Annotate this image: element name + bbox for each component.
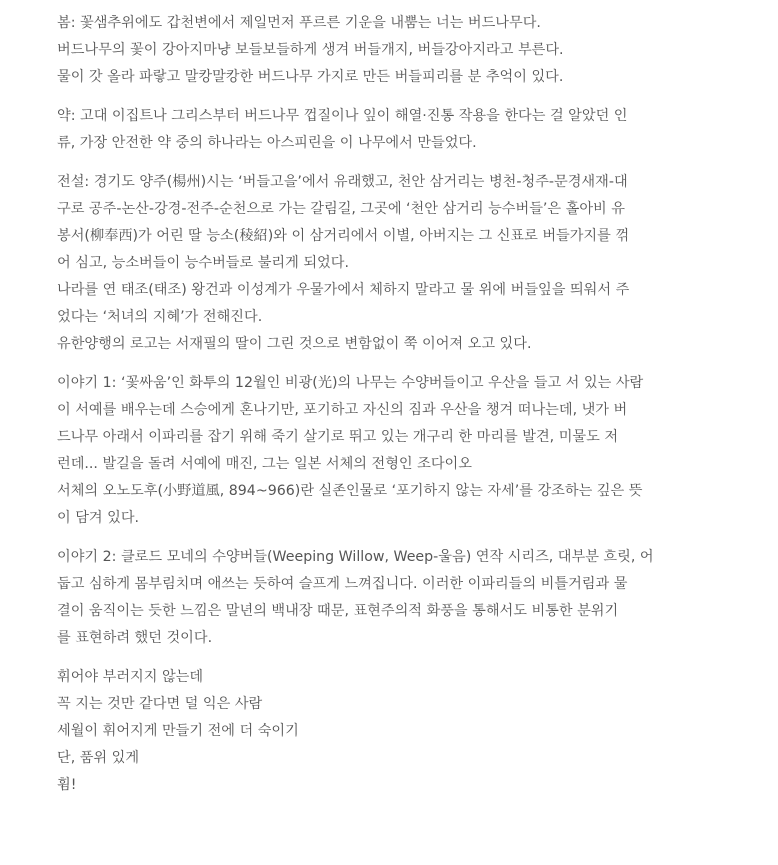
text-line: 이 담겨 있다. [57, 510, 140, 526]
text-line: 물이 갓 올라 파랗고 말캉말캉한 버드나무 가지로 만든 버들피리를 분 추억이 있다. [57, 69, 564, 85]
text-line: 구로 공주-논산-강경-전주-순천으로 가는 갈림길, 그곳에 ‘천안 삼거리 능수버들’은 홀아비 유 [57, 201, 625, 217]
poem-line: 세월이 휘어지게 만들기 전에 더 숙이기 [57, 723, 299, 739]
paragraph-spring [57, 10, 760, 91]
text-line: 어 심고, 능소버들이 능수버들로 불리게 되었다. [57, 255, 349, 271]
poem-line: 단, 품위 있게 [57, 750, 140, 766]
text-line: 유한양행의 로고는 서재필의 딸이 그린 것으로 변함없이 쭉 이어져 오고 있다. [57, 336, 532, 352]
text-line: 결이 움직이는 듯한 느낌은 말년의 백내장 때문, 표현주의적 화풍을 통해서도 비통한 분위기 [57, 603, 619, 619]
text-line: 둡고 심하게 몸부림치며 애쓰는 듯하여 슬프게 느껴집니다. 이러한 이파리들의 비틀거림과 물 [57, 576, 628, 592]
text-line: 이 서예를 배우는데 스승에게 혼나기만, 포기하고 자신의 짐과 우산을 챙겨 떠나는데, 냇가 버 [57, 402, 628, 418]
text-line: 드나무 아래서 이파리를 잡기 위해 죽기 살기로 뛰고 있는 개구리 한 마리를 발견, 미물도 저 [57, 429, 619, 445]
text-line: 봄: 꽃샘추위에도 갑천변에서 제일먼저 푸르른 기운을 내뿜는 너는 버드나무다. [57, 15, 541, 31]
text-line: 었다는 ‘처녀의 지혜’가 전해진다. [57, 309, 263, 325]
paragraph-legend [57, 169, 760, 358]
text-line: 이야기 2: 클로드 모네의 수양버들(Weeping Willow, Weep-울음) 연작 시리즈, 대부분 흐릿, 어 [57, 549, 654, 565]
paragraph-medicine [57, 103, 760, 157]
paragraph-story-1 [57, 370, 760, 532]
text-line: 나라를 연 태조(태조) 왕건과 이성계가 우물가에서 체하지 말라고 물 위에 버들잎을 띄워서 주 [57, 282, 630, 298]
poem-line: 휨! [57, 777, 77, 793]
text-line: 런데... 발길을 돌려 서예에 매진, 그는 일본 서체의 전형인 조다이오 [57, 456, 472, 472]
text-line: 이야기 1: ‘꽃싸움’인 화투의 12월인 비광(光)의 나무는 수양버들이고 우산을 들고 서 있는 사람 [57, 375, 644, 391]
poem-line: 휘어야 부러지지 않는데 [57, 669, 204, 685]
paragraph-story-2 [57, 544, 760, 652]
text-line: 봉서(柳奉西)가 어린 딸 능소(稜紹)와 이 삼거리에서 이별, 아버지는 그 신표로 버들가지를 꺾 [57, 228, 630, 244]
text-line: 전설: 경기도 양주(楊州)시는 ‘버들고을’에서 유래했고, 천안 삼거리는 병천-청주-문경새재-대 [57, 174, 628, 190]
text-line: 버드나무의 꽃이 강아지마냥 보들보들하게 생겨 버들개지, 버들강아지라고 부른다. [57, 42, 564, 58]
text-line: 류, 가장 안전한 약 중의 하나라는 아스피린을 이 나무에서 만들었다. [57, 135, 477, 151]
text-line: 를 표현하려 했던 것이다. [57, 630, 213, 646]
text-line: 약: 고대 이집트나 그리스부터 버드나무 껍질이나 잎이 해열·진통 작용을 한다는 걸 알았던 인 [57, 108, 628, 124]
text-line: 서체의 오노도후(小野道風, 894~966)란 실존인물로 ‘포기하지 않는 자세’를 강조하는 깊은 뜻 [57, 483, 643, 499]
paragraph-poem [57, 664, 760, 799]
poem-line: 꼭 지는 것만 같다면 덜 익은 사람 [57, 696, 263, 712]
